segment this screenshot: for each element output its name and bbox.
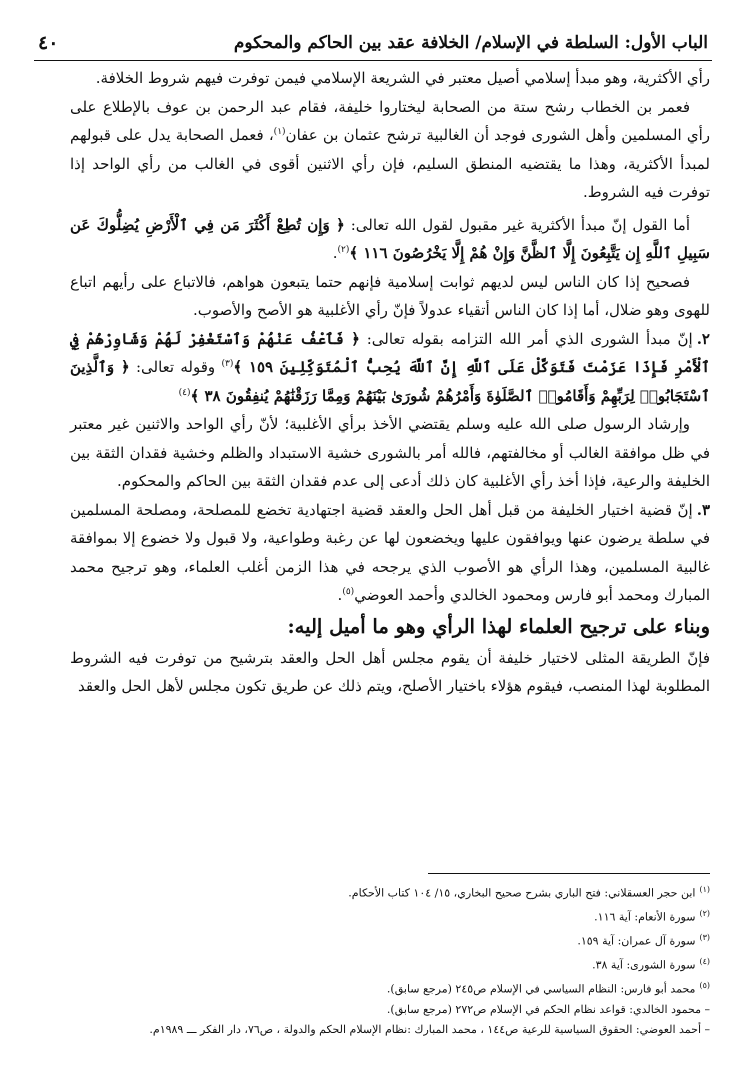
- footnote: [40, 928, 710, 952]
- footnote: [40, 976, 710, 1000]
- quran-verse: ﴿ وَإِن تُطِعْ أَكْثَرَ مَن فِي ٱلْأَرْضِ يُضِلُّوكَ عَن سَبِيلِ ٱللَّهِ إِن يَتَّبِعُونَ إِلَّا ٱلظَّنَّ وَإِنْ هُمْ إِلَّا يَخْرُصُونَ ١١٦ ﴾: [70, 215, 710, 262]
- paragraph: رأي الأكثرية، وهو مبدأ إسلامي أصيل معتبر في الشريعة الإسلامي فيمن توفرت فيهم شروط الخلافة.: [95, 69, 710, 87]
- footnote: [40, 952, 710, 976]
- paragraph: [70, 93, 710, 207]
- paragraph-text: ، فعمل الصحابة يدل على قبولهم لمبدأ الأكثرية، وهذا ما يقتضيه المنطق السليم، فإن رأي الاثنين أقوى في الغالب من رأي الواحد إذا توفرت فيه الشروط.: [70, 126, 710, 201]
- footnote-text: محمد أبو فارس: النظام السياسي في الإسلام ص٢٤٥ (مرجع سابق).: [386, 982, 696, 996]
- footnote-mark: (٤): [699, 956, 710, 966]
- footnote-mark: (١): [699, 885, 710, 894]
- paragraph-text: أما القول إنّ مبدأ الأكثرية غير مقبول لقول الله تعالى:: [350, 215, 690, 234]
- footnote-mark: (٣): [699, 932, 710, 942]
- footnote: [40, 880, 710, 904]
- paragraph: أما القول إنّ مبدأ الأكثرية غير مقبول لقول الله تعالى: ﴿ وَإِن تُطِعْ أَكْثَرَ مَن فِي ٱلْأَرْضِ يُضِلُّوكَ عَن سَبِيلِ ٱللَّهِ إِن يَتَّبِعُونَ إِلَّا ٱلظَّنَّ وَإِنْ هُمْ إِلَّا يَخْرُصُونَ ١١٦ ﴾$^{(٢)}$.: [70, 215, 710, 262]
- paragraph-text: إنّ قضية اختيار الخليفة من قبل أهل الحل والعقد قضية اجتهادية تخضع للمصلحة، ومصلحة المسلمين في سلطة يرضون عنها ويوافقون عليها ويخضعون لها عن رغبة وطواعية، ولا قبول ولا خضوع إلا بموافقة غالبية المسلمين، وهذا الرأي هو الأصوب الذي يرجحه في هذا الزمن أغلب العلماء، وهو ترجيح محمد المبارك ومحمد أبو فارس ومحمود الخالدي وأحمد العوضي: [70, 500, 710, 604]
- paragraph: فإنّ الطريقة المثلى لاختيار خليفة أن يقوم مجلس أهل الحل والعقد بترشيح من توفرت فيه الشروط المطلوبة لهذا المنصب، فيقوم هؤلاء باختيار الأصلح، ويتم ذلك عن طريق تكون مجلس لأهل الحل والعقد: [70, 648, 710, 695]
- footnote-mark: (٥): [699, 980, 710, 990]
- paragraph-text: فعمر بن الخطاب رشح ستة من الصحابة ليختاروا خليفة، فقام عبد الرحمن بن عوف بالإطلاع على رأي المسلمين وأهل الشورى فوجد أن الغالبية ترشح عثمان بن عفان: [70, 97, 710, 144]
- paragraph-text: إنّ مبدأ الشورى الذي أمر الله التزامه بقوله تعالى:: [366, 329, 693, 348]
- section-heading: وبناء على ترجيح العلماء لهذا الرأي وهو ما أميل إليه:: [287, 614, 710, 638]
- footnote-ref: (٤): [178, 387, 191, 398]
- footnote-mark: (٢): [699, 908, 710, 918]
- main-text: [70, 64, 710, 701]
- paragraph-text: وقوله تعالى:: [129, 358, 222, 376]
- list-item: [70, 325, 710, 411]
- footnotes: [40, 880, 710, 1040]
- paragraph: فصحيح إذا كان الناس ليس لديهم ثوابت إسلامية فإنهم حتما يتبعون هواهم، فالاتباع على رأيهم اتباع للهوى وهو ضلال، أما إذا كان الناس أتقياء عدولاً فإنّ رأي الأغلبية هو الأصح والأصوب.: [70, 272, 710, 319]
- page-header: [34, 30, 712, 61]
- quran-verse: ﴿ وَٱلَّذِينَ ٱسْتَجَابُوا۟ لِرَبِّهِمْ وَأَقَامُوا۟ ٱلصَّلَوٰةَ وَأَمْرُهُمْ شُورَىٰ بَيْنَهُمْ وَمِمَّا رَزَقْنَٰهُمْ يُنفِقُونَ ٣٨ ﴾: [70, 358, 710, 405]
- quran-verse: ﴿ فَٱعْفُ عَنْهُمْ وَٱسْتَغْفِرْ لَهُمْ وَشَاوِرْهُمْ فِي ٱلْأَمْرِ فَإِذَا عَزَمْتَ فَتَوَكَّلْ عَلَى ٱللَّهِ إِنَّ ٱللَّهَ يُحِبُّ ٱلْمُتَوَكِّلِينَ ١٥٩ ﴾: [70, 329, 710, 376]
- running-title: الباب الأول: السلطة في الإسلام/ الخلافة عقد بين الحاكم والمحكوم: [233, 33, 708, 53]
- footnote-text: – محمود الخالدي: قواعد نظام الحكم في الإسلام ص٢٧٢ (مرجع سابق).: [386, 1002, 710, 1016]
- footnote-text: ابن حجر العسقلاني: فتح الباري بشرح صحيح البخاري، ١٥/ ١٠٤ كتاب الأحكام.: [348, 886, 696, 900]
- page-number: ٤٠: [38, 32, 59, 54]
- footnote-ref: (٣): [221, 359, 234, 369]
- footnote-ref: (٥): [342, 587, 355, 597]
- footnote: [40, 1020, 710, 1040]
- list-item: ٣.إنّ قضية اختيار الخليفة من قبل أهل الحل والعقد قضية اجتهادية تخضع للمصلحة، ومصلحة المسلمين في سلطة يرضون عنها ويوافقون عليها ويخضعون لها عن رغبة وطواعية، ولا قبول ولا خضوع إلا بموافقة غالبية المسلمين، وهذا الرأي هو الأصوب الذي يرجحه في هذا الزمن أغلب العلماء، وهو ترجيح محمد المبارك ومحمد أبو فارس ومحمود الخالدي وأحمد العوضي$^{(٥)}$.: [70, 500, 710, 604]
- footnote-ref: (١): [273, 127, 286, 137]
- footnote-text: – أحمد العوضي: الحقوق السياسية للرعية ص١٤٤ ، محمد المبارك :نظام الإسلام الحكم والدولة ، ص٧٦، دار الفكر ـــ ١٩٨٩م.: [149, 1023, 710, 1037]
- footnote: [40, 1000, 710, 1020]
- footnote-text: سورة الأنعام: آية ١١٦.: [594, 910, 696, 924]
- footnote-text: سورة الشورى: آية ٣٨.: [592, 958, 696, 972]
- footnote: [40, 904, 710, 928]
- footnote-divider: [428, 873, 710, 874]
- footnote-text: سورة آل عمران: آية ١٥٩.: [577, 934, 696, 948]
- paragraph: وإرشاد الرسول صلى الله عليه وسلم يقتضي الأخذ برأي الأغلبية؛ لأنّ رأي الواحد والاثنين غير معتبر في ظل موافقة الغالب أو مخالفتهم، فالله أمر بالشورى خشية الاستبداد والظلم وخشية فقدان الثقة بين الخليفة والرعية، فإذا أخذ رأي الأغلبية كان ذلك أدعى إلى عدم فقدان الثقة بين الحاكم والمحكوم.: [70, 415, 710, 490]
- list-item-number: ٢.: [696, 329, 710, 348]
- footnote-ref: (٢): [337, 245, 350, 255]
- list-item-number: ٣.: [696, 500, 710, 519]
